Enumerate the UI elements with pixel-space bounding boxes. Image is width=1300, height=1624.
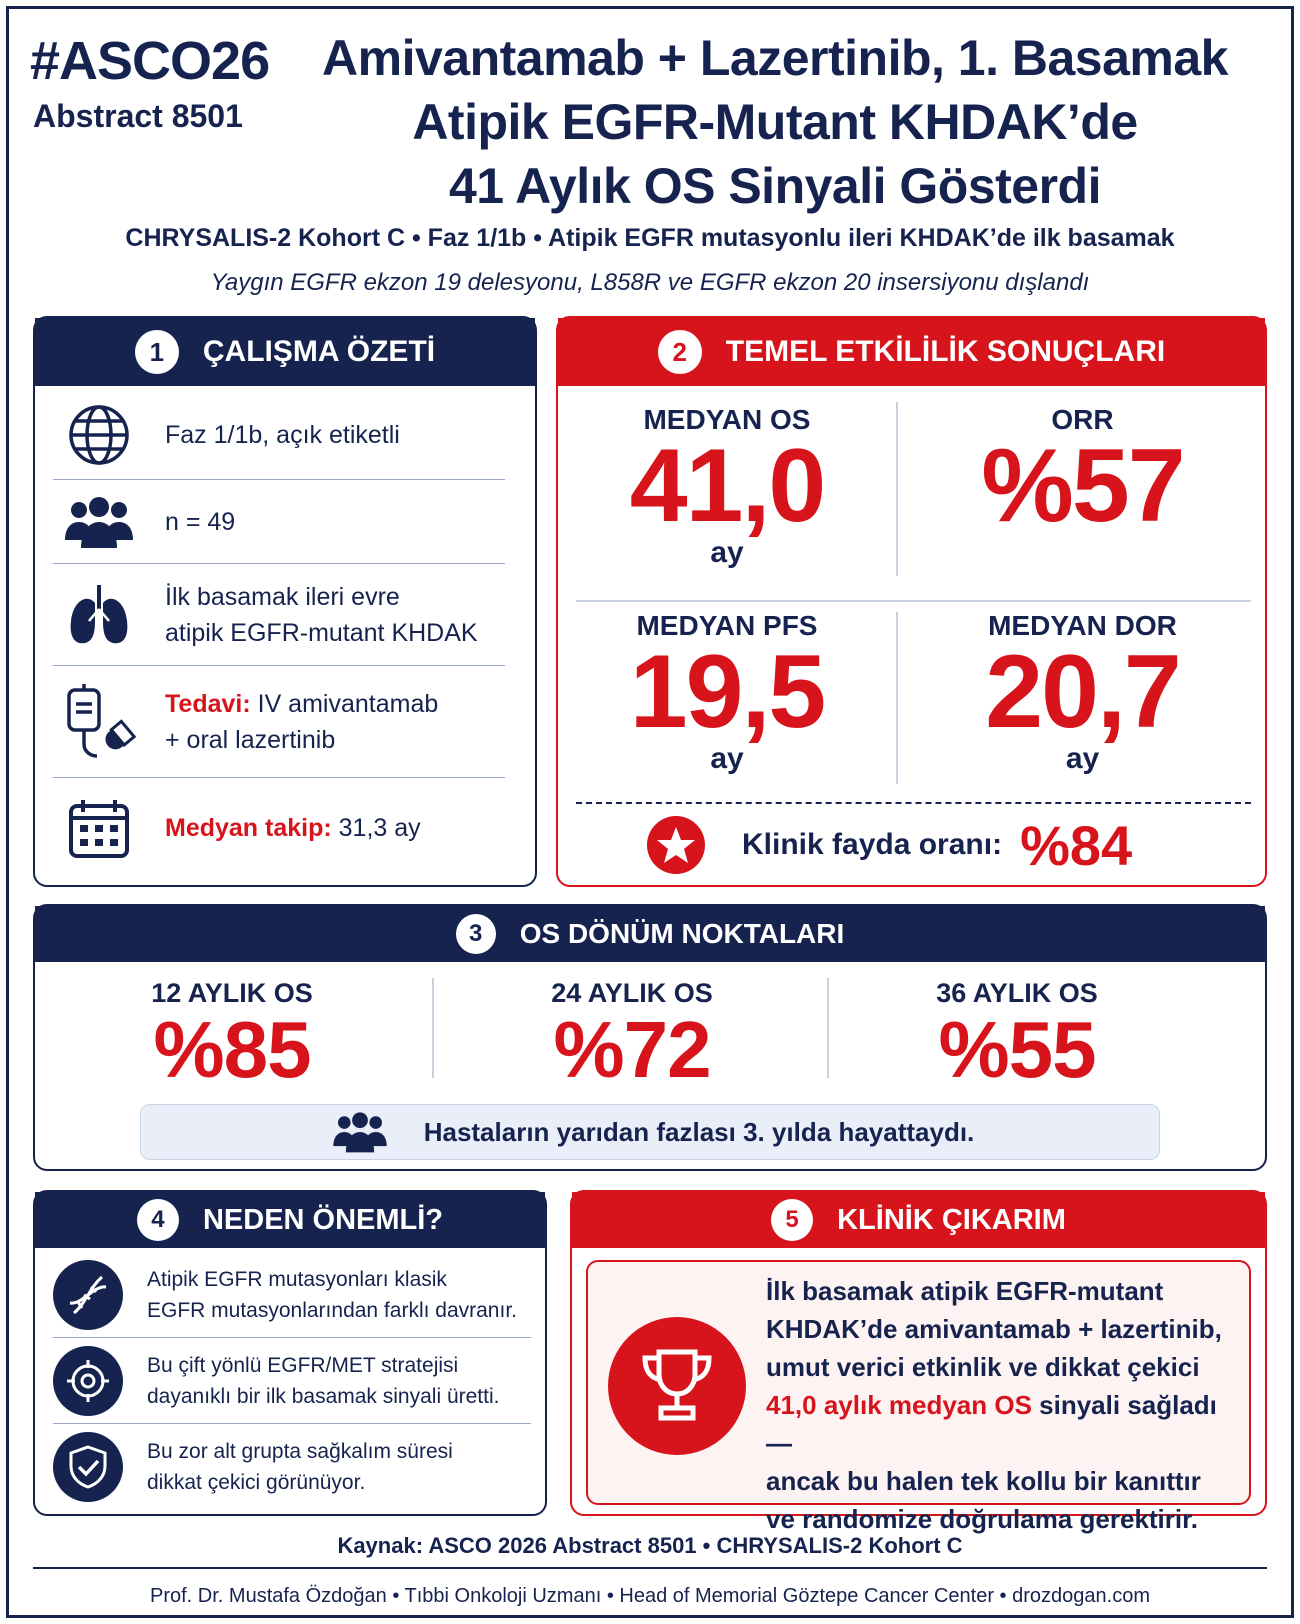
why-text (123, 1436, 453, 1498)
conclusion-line: İlk basamak atipik EGFR-mutant (766, 1276, 1164, 1306)
footer-divider (33, 1567, 1267, 1569)
why-line: dayanıklı bir ilk basamak sinyali üretti. (147, 1384, 500, 1408)
median-pfs-metric (558, 610, 896, 776)
population-line-1: İlk basamak ileri evre (165, 582, 400, 611)
why-line: dikkat çekici görünüyor. (147, 1471, 366, 1494)
globe-icon (67, 403, 131, 467)
source-citation: Kaynak: ASCO 2026 Abstract 8501 • CHRYSALIS-2 Kohort C (337, 1533, 963, 1558)
treatment-value: IV amivantamab (250, 689, 439, 718)
section-number: 5 (771, 1199, 813, 1241)
clinical-benefit-value: %84 (1020, 813, 1133, 877)
metric-label: MEDYAN DOR (988, 610, 1177, 641)
dashed-divider (576, 802, 1251, 804)
clinical-benefit-label: Klinik fayda oranı: (742, 828, 1003, 861)
section-title: NEDEN ÖNEMLİ? (202, 1203, 444, 1236)
why-line: Bu çift yönlü EGFR/MET stratejisi (147, 1353, 459, 1377)
why-item (53, 1252, 531, 1338)
milestone-value: %72 (553, 1005, 711, 1094)
conclusion-line: ve randomize doğrulama gerektirir. (766, 1504, 1199, 1534)
clinical-conclusion (766, 1272, 1246, 1538)
conference-tag: #ASCO26 (30, 31, 270, 91)
target-icon (65, 1358, 111, 1404)
why-text (123, 1264, 517, 1326)
efficacy-panel (556, 316, 1267, 887)
clinical-benefit-row (646, 814, 1206, 876)
trophy-icon (635, 1344, 719, 1428)
conclusion-line: ancak bu halen tek kollu bir kanıttır (766, 1466, 1201, 1496)
metric-label: MEDYAN PFS (636, 610, 818, 641)
treatment-label: Tedavi: (165, 689, 251, 718)
clinical-takeaway-panel (570, 1190, 1267, 1534)
lungs-icon (65, 581, 133, 649)
milestone-value: %85 (153, 1005, 311, 1094)
survival-banner (140, 1104, 1160, 1160)
section-number: 2 (658, 330, 702, 374)
divider (827, 978, 829, 1078)
section-title: KLİNİK ÇIKARIM (837, 1203, 1066, 1236)
summary-row-population (53, 564, 505, 666)
abstract-number: Abstract 8501 (33, 98, 243, 134)
summary-row-n (53, 480, 505, 564)
clinical-takeaway-box (586, 1260, 1251, 1534)
why-line: Atipik EGFR mutasyonları klasik (147, 1267, 447, 1291)
followup-value: 31,3 ay (331, 814, 421, 842)
conclusion-line: sinyali sağladı — (766, 1390, 1217, 1458)
median-dor-metric (898, 610, 1267, 776)
section-number: 3 (456, 914, 496, 954)
divider (896, 612, 898, 784)
page-title (300, 26, 1250, 218)
title-line-3: 41 Aylık OS Sinyali Gösterdi (449, 158, 1101, 214)
metric-label: MEDYAN OS (643, 404, 811, 435)
summary-row-design (53, 390, 505, 480)
metric-unit: ay (710, 536, 744, 569)
divider (432, 978, 434, 1078)
summary-row-treatment (53, 666, 505, 778)
author-footer: Prof. Dr. Mustafa Özdoğan • Tıbbi Onkoloji Uzmanı • Head of Memorial Göztepe Cancer Center • drozdogan.com (150, 1585, 1150, 1607)
study-subtitle: CHRYSALIS-2 Kohort C • Faz 1/1b • Atipik EGFR mutasyonlu ileri KHDAK’de ilk basamak (125, 224, 1175, 252)
summary-row-followup (53, 778, 505, 878)
summary-population (145, 579, 478, 651)
os-milestone-24 (472, 978, 792, 1094)
metric-value: 19,5 (629, 634, 825, 750)
why-text (123, 1350, 499, 1412)
section-number: 4 (137, 1199, 179, 1241)
milestone-label: 36 AYLIK OS (936, 978, 1098, 1008)
banner-text: Hastaların yarıdan fazlası 3. yılda hayattaydı. (423, 1116, 975, 1147)
os-milestones-panel (33, 904, 1267, 1171)
trophy-badge (608, 1317, 746, 1455)
section-number: 1 (135, 330, 179, 374)
why-item (53, 1338, 531, 1424)
why-it-matters-panel (33, 1190, 547, 1516)
metric-unit: ay (710, 742, 744, 775)
why-header (35, 1192, 545, 1248)
summary-followup (145, 810, 421, 846)
section-title: ÇALIŞMA ÖZETİ (202, 335, 436, 368)
milestone-label: 24 AYLIK OS (551, 978, 713, 1008)
orr-metric (898, 404, 1267, 544)
why-line: EGFR mutasyonlarından farklı davranır. (147, 1298, 517, 1322)
os-milestone-36 (857, 978, 1177, 1094)
section-title: TEMEL ETKİLİLİK SONUÇLARI (725, 335, 1166, 368)
followup-label: Medyan takip: (165, 814, 332, 842)
metric-label: ORR (1051, 404, 1114, 435)
treatment-line-2: + oral lazertinib (165, 725, 336, 754)
title-line-2: Atipik EGFR-Mutant KHDAK’de (412, 94, 1138, 150)
why-item (53, 1424, 531, 1510)
people-icon (326, 1110, 394, 1154)
population-line-2: atipik EGFR-mutant KHDAK (165, 618, 478, 647)
milestone-value: %55 (938, 1005, 1096, 1094)
summary-design: Faz 1/1b, açık etiketli (165, 420, 400, 449)
metric-value: 41,0 (629, 428, 825, 544)
section-title: OS DÖNÜM NOKTALARI (519, 918, 845, 949)
summary-sample-size: n = 49 (165, 507, 236, 536)
os-milestones-header (35, 906, 1265, 962)
people-icon (63, 494, 135, 550)
metric-value: 20,7 (985, 634, 1180, 750)
exclusion-note: Yaygın EGFR ekzon 19 delesyonu, L858R ve EGFR ekzon 20 insersiyonu dışlandı (210, 269, 1090, 296)
star-icon (646, 815, 706, 875)
title-line-1: Amivantamab + Lazertinib, 1. Basamak (322, 30, 1228, 86)
dna-icon (66, 1273, 110, 1317)
os-milestone-12 (72, 978, 392, 1094)
iv-bag-pill-icon (63, 682, 135, 762)
conclusion-line: KHDAK’de amivantamab + lazertinib, (766, 1314, 1222, 1344)
metric-unit: ay (1065, 742, 1100, 775)
shield-check-icon (66, 1444, 110, 1490)
conclusion-highlight: 41,0 aylık medyan OS (766, 1390, 1032, 1420)
study-summary-header (35, 318, 535, 386)
divider (576, 600, 1251, 602)
divider (896, 402, 898, 576)
conclusion-line: umut verici etkinlik ve dikkat çekici (766, 1352, 1200, 1382)
efficacy-header (558, 318, 1265, 386)
milestone-label: 12 AYLIK OS (151, 978, 313, 1008)
calendar-icon (67, 796, 131, 860)
clinical-header (572, 1192, 1265, 1248)
median-os-metric (558, 404, 896, 570)
why-line: Bu zor alt grupta sağkalım süresi (147, 1440, 453, 1463)
metric-value: %57 (981, 428, 1184, 544)
summary-treatment (145, 686, 438, 758)
study-summary-panel (33, 316, 537, 887)
